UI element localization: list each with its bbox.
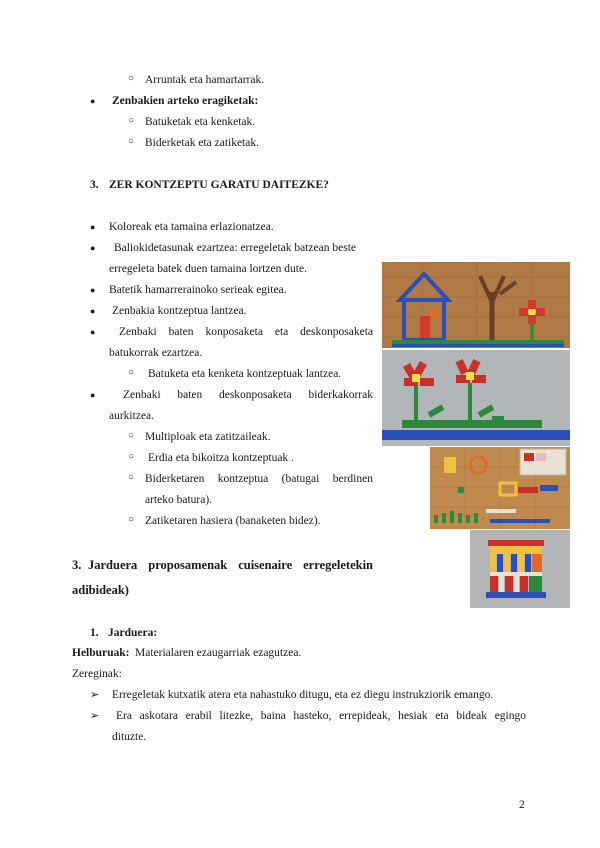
sub-bullet-icon: ○: [128, 73, 135, 84]
sub-bullet-icon: ○: [128, 367, 135, 378]
list-item: Biderketaren kontzeptua (batugai berdinen: [145, 473, 373, 485]
list-item: Zenbakien arteko eragiketak:: [112, 95, 259, 107]
list-item-continuation: aurkitzea.: [109, 410, 155, 422]
bullet-icon: ●: [90, 327, 96, 337]
list-item: Baliokidetasunak ezartzea: erregeletak batzean beste: [114, 242, 356, 254]
bullet-icon: ●: [90, 243, 96, 253]
list-item: Zenbaki baten deskonposaketa biderkakorrak: [123, 389, 373, 401]
sub-bullet-icon: ○: [128, 430, 135, 441]
photo-rods-color-house: [470, 530, 570, 608]
bullet-icon: ●: [90, 222, 96, 232]
list-item: Zenbaki baten konposaketa eta deskonposaketa: [119, 326, 373, 338]
sub-bullet-icon: ○: [128, 514, 135, 525]
tasks-label: Zereginak:: [72, 668, 122, 680]
photo-rods-flowers: [382, 350, 570, 446]
list-item: Multiploak eta zatitzaileak.: [145, 431, 271, 443]
task-item: Erregeletak kutxatik atera eta nahastuko ditugu, eta ez diegu instrukziorik emango.: [112, 689, 494, 701]
arrow-bullet-icon: ➢: [90, 689, 100, 701]
page-number: 2: [519, 799, 525, 811]
photo-rods-house-tree: [382, 262, 570, 348]
bullet-icon: ●: [90, 306, 96, 316]
list-item: Zenbakia kontzeptua lantzea.: [112, 305, 247, 317]
list-item: Batetik hamarrerainoko serieak egitea.: [109, 284, 287, 296]
list-item: Arruntak eta hamartarrak.: [145, 74, 265, 86]
sub-bullet-icon: ○: [128, 472, 135, 483]
task-item: Era askotara erabil litezke, baina hasteko, errepideak, hesiak eta bideak egingo: [116, 710, 526, 722]
sub-bullet-icon: ○: [128, 136, 135, 147]
list-item-continuation: arteko batura).: [145, 494, 213, 506]
activity-number: 1.: [90, 627, 99, 639]
bullet-icon: ●: [90, 96, 96, 106]
list-item: Koloreak eta tamaina erlazionatzea.: [109, 221, 274, 233]
activity-title: Jarduera:: [108, 627, 158, 639]
arrow-bullet-icon: ➢: [90, 710, 100, 722]
section-heading: Jarduera proposamenak cuisenaire erregeletekin: [88, 558, 373, 572]
list-item-continuation: erregeleta batek duen tamaina lortzen dute.: [109, 263, 307, 275]
list-item: Batuketa eta kenketa kontzeptuak lantzea.: [148, 368, 342, 380]
goals-label: Helburuak:: [72, 647, 130, 659]
bullet-icon: ●: [90, 390, 96, 400]
goals-text: Materialaren ezaugarriak ezagutzea.: [135, 647, 302, 659]
list-item-continuation: batukorrak ezartzea.: [109, 347, 203, 359]
sub-bullet-icon: ○: [128, 115, 135, 126]
photo-rods-free-play: [430, 447, 570, 529]
section-heading: ZER KONTZEPTU GARATU DAITEZKE?: [109, 179, 329, 191]
bullet-icon: ●: [90, 285, 96, 295]
list-item: Batuketak eta kenketak.: [145, 116, 256, 128]
task-item-continuation: dituzte.: [112, 731, 147, 743]
list-item: Erdia eta bikoitza kontzeptuak .: [148, 452, 294, 464]
list-item: Zatiketaren hasiera (banaketen bidez).: [145, 515, 321, 527]
section-number: 3.: [90, 179, 99, 191]
section-number: 3.: [72, 558, 82, 572]
sub-bullet-icon: ○: [128, 451, 135, 462]
list-item: Biderketak eta zatiketak.: [145, 137, 259, 149]
section-heading-continuation: adibideak): [72, 583, 129, 597]
